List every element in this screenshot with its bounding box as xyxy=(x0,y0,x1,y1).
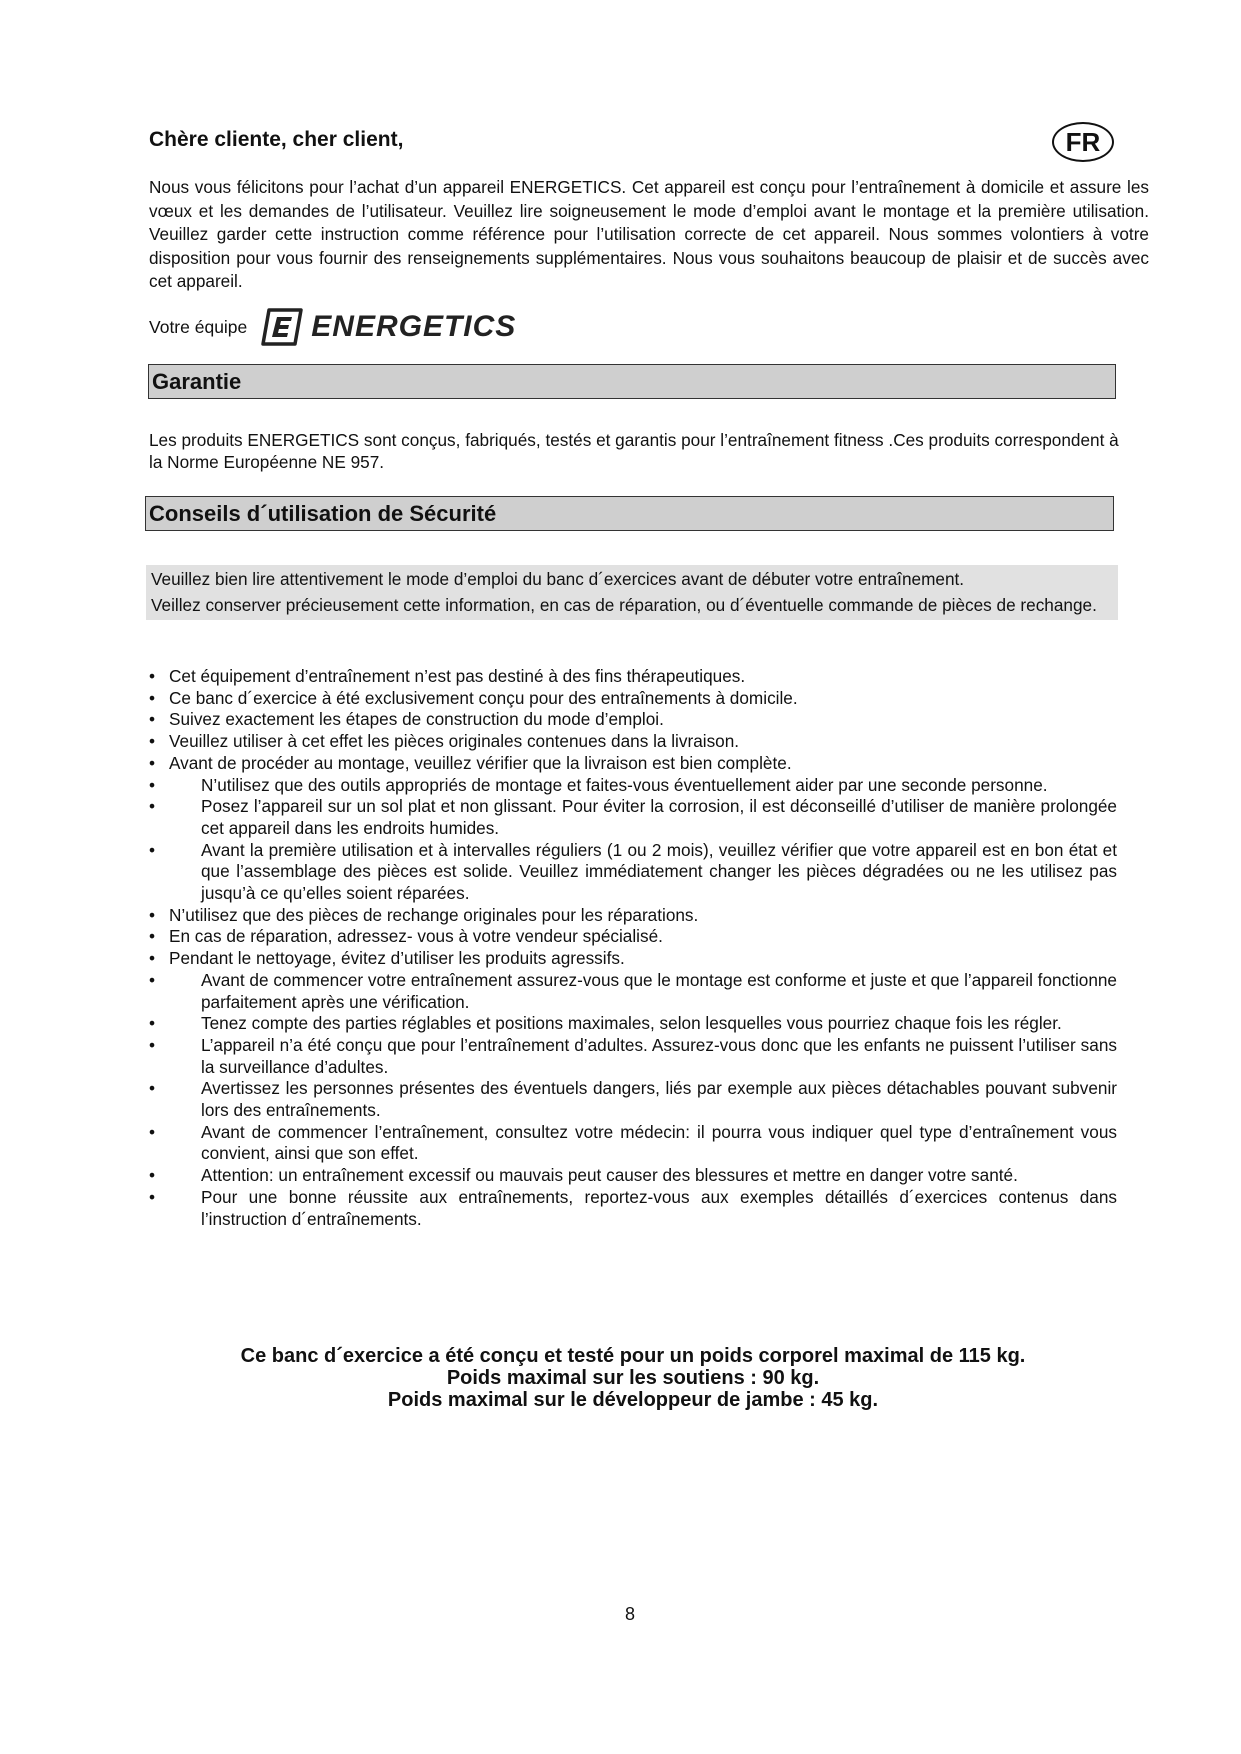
tip-text: Pendant le nettoyage, évitez d’utiliser les produits agressifs. xyxy=(169,948,625,969)
bullet-icon: • xyxy=(149,1121,156,1142)
list-item xyxy=(149,1035,1117,1078)
tip-text: Attention: un entraînement excessif ou mauvais peut causer des blessures et mettre en danger votre santé. xyxy=(201,1165,1018,1186)
bullet-icon: • xyxy=(149,1034,156,1055)
bullet-icon: • xyxy=(149,752,156,773)
energetics-logo xyxy=(261,308,516,346)
bullet-icon: • xyxy=(149,709,156,730)
list-item xyxy=(149,1013,1117,1035)
safety-title: Conseils d´utilisation de Sécurité xyxy=(145,496,1114,531)
tip-text: Pour une bonne réussite aux entraînements, reportez-vous aux exemples détaillés d´exercices contenus dans l’instruction d´entraînements. xyxy=(201,1186,1117,1229)
bullet-icon: • xyxy=(149,731,156,752)
bullet-icon: • xyxy=(149,1186,156,1207)
bullet-icon: • xyxy=(149,796,156,817)
team-label: Votre équipe xyxy=(149,316,248,337)
bullet-icon: • xyxy=(149,666,156,686)
weight-capacity xyxy=(149,1345,1117,1411)
notice-line: Veuillez bien lire attentivement le mode d’emploi du banc d´exercices avant de débuter votre entraînement. xyxy=(151,569,965,589)
list-item xyxy=(149,970,1117,1013)
tip-text: Avant de procéder au montage, veuillez vérifier que la livraison est bien complète. xyxy=(169,752,792,773)
bullet-icon: • xyxy=(149,969,156,990)
max-support-weight: Poids maximal sur les soutiens : 90 kg. xyxy=(446,1367,820,1389)
bullet-icon: • xyxy=(149,839,156,860)
tip-text: L’appareil n’a été conçu que pour l’entraînement d’adultes. Assurez-vous donc que les enfants ne puissent l’utiliser sans la surveillance d’adultes. xyxy=(201,1034,1117,1077)
bullet-icon: • xyxy=(149,1165,156,1186)
list-item xyxy=(149,796,1117,839)
tip-text: Ce banc d´exercice à été exclusivement conçu pour des entraînements à domicile. xyxy=(169,687,798,708)
safety-notice-box xyxy=(146,565,1118,620)
bullet-icon: • xyxy=(149,926,156,947)
max-body-weight: Ce banc d´exercice a été conçu et testé pour un poids corporel maximal de 115 kg. xyxy=(240,1345,1026,1367)
list-item xyxy=(149,926,1117,948)
bullet-icon: • xyxy=(149,1078,156,1099)
tip-text: Avant de commencer l’entraînement, consultez votre médecin: il pourra vous indiquer quel type d’entraînement vous convient, ainsi que son effet. xyxy=(201,1121,1117,1164)
tip-text: N’utilisez que des outils appropriés de montage et faites-vous éventuellement aider par une seconde personne. xyxy=(201,774,1048,795)
list-item xyxy=(149,1165,1117,1187)
tip-text: Avertissez les personnes présentes des éventuels dangers, liés par exemple aux pièces détachables pouvant subvenir lors des entraînements. xyxy=(201,1078,1117,1121)
page-number: 8 xyxy=(624,1604,635,1624)
warranty-text: Les produits ENERGETICS sont conçus, fabriqués, testés et garantis pour l’entraînement fitness .Ces produits correspondent à la Norme Européenne NE 957. xyxy=(149,430,1119,472)
list-item xyxy=(149,948,1117,970)
tip-text: Posez l’appareil sur un sol plat et non glissant. Pour éviter la corrosion, il est déconseillé d’utiliser de manière prolongée cet appareil dans les endroits humides. xyxy=(201,796,1117,838)
energetics-e-icon xyxy=(261,308,303,346)
logo-wordmark: ENERGETICS xyxy=(311,310,517,343)
tip-text: Veuillez utiliser à cet effet les pièces originales contenues dans la livraison. xyxy=(169,731,740,752)
list-item xyxy=(149,840,1117,905)
bullet-icon: • xyxy=(149,948,156,969)
list-item xyxy=(149,709,1117,731)
tip-text: Cet équipement d’entraînement n’est pas destiné à des fins thérapeutiques. xyxy=(169,666,746,686)
warranty-title: Garantie xyxy=(148,364,1116,399)
bullet-icon: • xyxy=(149,904,156,925)
greeting-heading: Chère cliente, cher client, xyxy=(149,128,404,151)
list-item xyxy=(149,753,1117,775)
tip-text: N’utilisez que des pièces de rechange originales pour les réparations. xyxy=(169,904,699,925)
tip-text: En cas de réparation, adressez- vous à votre vendeur spécialisé. xyxy=(169,926,663,947)
bullet-icon: • xyxy=(149,1013,156,1034)
language-badge: FR xyxy=(1052,122,1114,162)
list-item xyxy=(149,731,1117,753)
max-leg-developer-weight: Poids maximal sur le développeur de jambe : 45 kg. xyxy=(387,1389,879,1411)
tip-text: Avant la première utilisation et à intervalles réguliers (1 ou 2 mois), veuillez vérifier que votre appareil est en bon état et que l’assemblage des pièces est solide. Veuillez immédiatement changer les pièces dégradées ou ne les utilisez pas jusqu’à ce qu’elles soient réparées. xyxy=(201,839,1117,904)
safety-tips-list xyxy=(149,666,1117,1230)
notice-line: Veillez conserver précieusement cette information, en cas de réparation, ou d´éventuelle commande de pièces de rechange. xyxy=(151,595,1097,615)
list-item xyxy=(149,688,1117,710)
list-item xyxy=(149,905,1117,927)
bullet-icon: • xyxy=(149,774,156,795)
tip-text: Suivez exactement les étapes de construction du mode d’emploi. xyxy=(169,709,664,730)
list-item xyxy=(149,1187,1117,1230)
list-item xyxy=(149,775,1117,797)
list-item xyxy=(149,1078,1117,1121)
tip-text: Tenez compte des parties réglables et positions maximales, selon lesquelles vous pourriez chaque fois les régler. xyxy=(201,1013,1062,1034)
list-item xyxy=(149,1122,1117,1165)
bullet-icon: • xyxy=(149,687,156,708)
list-item xyxy=(149,666,1117,688)
intro-paragraph: Nous vous félicitons pour l’achat d’un appareil ENERGETICS. Cet appareil est conçu pour l’entraînement à domicile et assure les vœux et les demandes de l’utilisateur. Veuillez lire soigneusement le mode d’emploi avant le montage et la première utilisation. Veuillez garder cette instruction comme référence pour l’utilisation correcte de cet appareil. Nous sommes volontiers à votre disposition pour vous fournir des renseignements supplémentaires. Nous vous souhaitons beaucoup de plaisir et de succès avec cet appareil. xyxy=(149,177,1149,291)
tip-text: Avant de commencer votre entraînement assurez-vous que le montage est conforme et juste et que l’appareil fonctionne parfaitement après une vérification. xyxy=(201,969,1117,1012)
team-signature xyxy=(149,306,516,348)
